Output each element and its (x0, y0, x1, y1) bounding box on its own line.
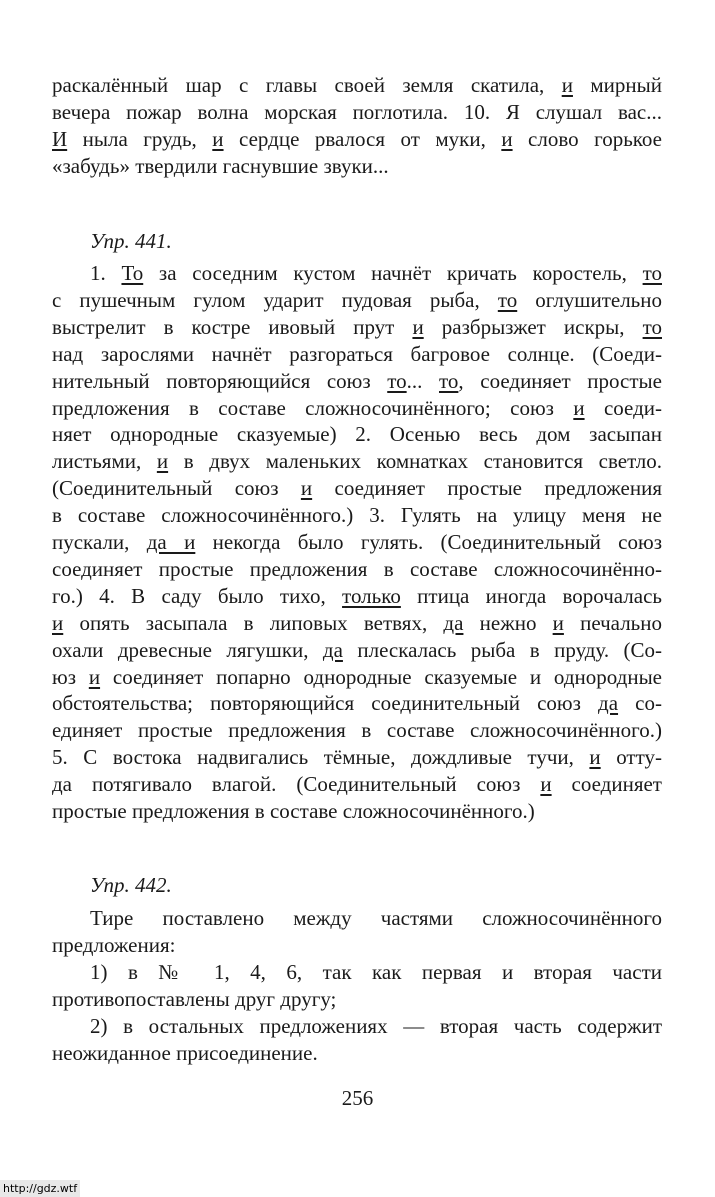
text-segment: выстрелит в костре ивовый прут (52, 314, 413, 339)
text-segment: «забудь» твердили гаснувшие звуки... (52, 154, 389, 178)
underlined-conjunction: то (439, 368, 459, 393)
text-line (90, 260, 662, 286)
text-line (52, 1040, 662, 1066)
text-segment: единяет простые предложения в составе сложносочинённого.) (52, 718, 662, 743)
text-line (52, 153, 662, 179)
text-segment: разбрызжет искры, (423, 314, 643, 339)
text-segment: отту- (600, 745, 662, 770)
underlined-conjunction: и (573, 395, 585, 420)
text-segment: плескалась рыба в пруду. (Со- (342, 637, 662, 662)
text-line (52, 986, 662, 1012)
text-segment: 2) в остальных предложениях — вторая часть содержит (90, 1014, 662, 1038)
text-segment: соединяет простые предложения (312, 476, 662, 501)
text-segment: соединяет (551, 772, 662, 797)
text-line (52, 99, 662, 125)
text-segment: вечера пожар волна морская поглотила. 10. Я слушал вас... (52, 100, 662, 124)
underlined-conjunction: то (642, 261, 662, 285)
text-line (52, 448, 662, 474)
text-segment: мирный (572, 73, 662, 97)
underlined-conjunction: да (443, 610, 464, 635)
underlined-conjunction: только (342, 583, 401, 608)
underlined-conjunction: да (322, 637, 343, 662)
text-line (52, 771, 662, 797)
underlined-conjunction: и (589, 745, 601, 770)
text-segment: сердце рвалося от муки, (223, 127, 502, 151)
text-segment: нежно (463, 610, 553, 635)
underlined-conjunction: и (156, 449, 169, 474)
underlined-conjunction: и (212, 127, 224, 151)
underlined-conjunction: да и (146, 530, 196, 554)
underlined-conjunction: то (497, 287, 518, 312)
underlined-conjunction: да (598, 691, 619, 716)
text-line (52, 395, 662, 421)
text-segment: охали древесные лягушки, (52, 637, 323, 662)
text-line (52, 529, 662, 555)
text-segment: за соседним кустом начнёт кричать коростель, (143, 261, 643, 285)
text-segment: противопоставлены друг другу; (52, 987, 337, 1011)
text-segment: птица иногда ворочалась (400, 583, 662, 608)
text-line (52, 583, 662, 609)
underlined-conjunction: и (52, 610, 64, 635)
text-segment: печально (563, 610, 662, 635)
text-line (90, 1013, 662, 1039)
exercise-442-heading: Упр. 442. (90, 873, 172, 897)
text-line (90, 905, 662, 931)
text-segment: со- (618, 691, 662, 716)
text-segment: в составе сложносочинённого.) 3. Гулять на улицу меня не (52, 503, 662, 528)
underlined-conjunction: и (412, 314, 424, 339)
text-segment: с пушечным гулом ударит пудовая рыба, (52, 287, 498, 312)
text-line (52, 637, 662, 663)
exercise-441-heading: Упр. 441. (90, 229, 172, 253)
text-segment: соеди- (584, 395, 662, 420)
page-number: 256 (341, 1086, 374, 1110)
underlined-conjunction: и (300, 476, 313, 501)
text-segment: го.) 4. В саду было тихо, (52, 583, 343, 608)
text-line (52, 556, 662, 582)
text-line (52, 72, 662, 98)
watermark-link[interactable]: http://gdz.wtf (0, 1180, 80, 1197)
text-segment: предложения: (52, 933, 176, 957)
underlined-conjunction: и (552, 610, 564, 635)
text-segment: 5. С востока надвигались тёмные, дождливые тучи, (52, 745, 590, 770)
text-segment: ныла грудь, (67, 127, 213, 151)
text-segment: ... (406, 368, 439, 393)
text-segment: предложения в составе сложносочинённого; союз (52, 395, 574, 420)
text-line (90, 959, 662, 985)
text-line (52, 717, 662, 743)
text-line (52, 932, 662, 958)
underlined-conjunction: То (121, 261, 144, 285)
text-segment: простые предложения в составе сложносочинённого.) (52, 799, 535, 823)
text-segment: нительный повторяющийся союз (52, 368, 388, 393)
text-line (52, 126, 662, 152)
text-segment: пускали, (52, 530, 147, 554)
text-segment: соединяет попарно однородные сказуемые и однородные (100, 664, 662, 689)
underlined-conjunction: то (642, 314, 662, 339)
text-segment: опять засыпала в липовых ветвях, (63, 610, 444, 635)
underlined-conjunction: и (88, 664, 101, 689)
underlined-conjunction: и (561, 73, 573, 97)
text-line (52, 287, 662, 313)
text-line (52, 610, 662, 636)
text-line (52, 341, 662, 367)
text-segment: обстоятельства; повторяющийся соединительный союз (52, 691, 599, 716)
text-segment: неожиданное присоединение. (52, 1041, 318, 1065)
text-segment: 1) в № 1, 4, 6, так как первая и вторая части (90, 960, 662, 984)
text-segment: слово горькое (512, 127, 662, 151)
underlined-conjunction: и (540, 772, 552, 797)
text-segment: , соединяет простые (458, 368, 662, 393)
text-segment: некогда было гулять. (Соединительный союз (195, 530, 662, 554)
text-line (52, 744, 662, 770)
underlined-conjunction: и (501, 127, 513, 151)
text-segment: да потягивало влагой. (Соединительный союз (52, 772, 541, 797)
text-line (52, 664, 662, 690)
underlined-conjunction: то (387, 368, 407, 393)
text-line (52, 798, 662, 824)
text-line (52, 314, 662, 340)
text-segment: 1. (90, 261, 122, 285)
text-segment: (Соединительный союз (52, 476, 301, 501)
underlined-conjunction: И (52, 127, 68, 151)
text-segment: листьями, (52, 449, 157, 474)
text-segment: Тире поставлено между частями сложносочинённого (90, 906, 662, 930)
text-segment: соединяет простые предложения в составе сложносочинённо- (52, 556, 662, 581)
text-segment: юз (52, 664, 89, 689)
text-segment: раскалённый шар с главы своей земля скатила, (52, 73, 562, 97)
text-segment: в двух маленьких комнатках становится светло. (168, 449, 662, 474)
text-line (52, 475, 662, 501)
text-segment: няет однородные сказуемые) 2. Осенью весь дом засыпан (52, 422, 662, 447)
text-line (52, 502, 662, 528)
text-line (52, 690, 662, 716)
text-line (52, 368, 662, 394)
text-segment: над зарослями начнёт разгораться багровое солнце. (Соеди- (52, 341, 662, 366)
text-line (52, 421, 662, 447)
text-segment: оглушительно (517, 287, 662, 312)
